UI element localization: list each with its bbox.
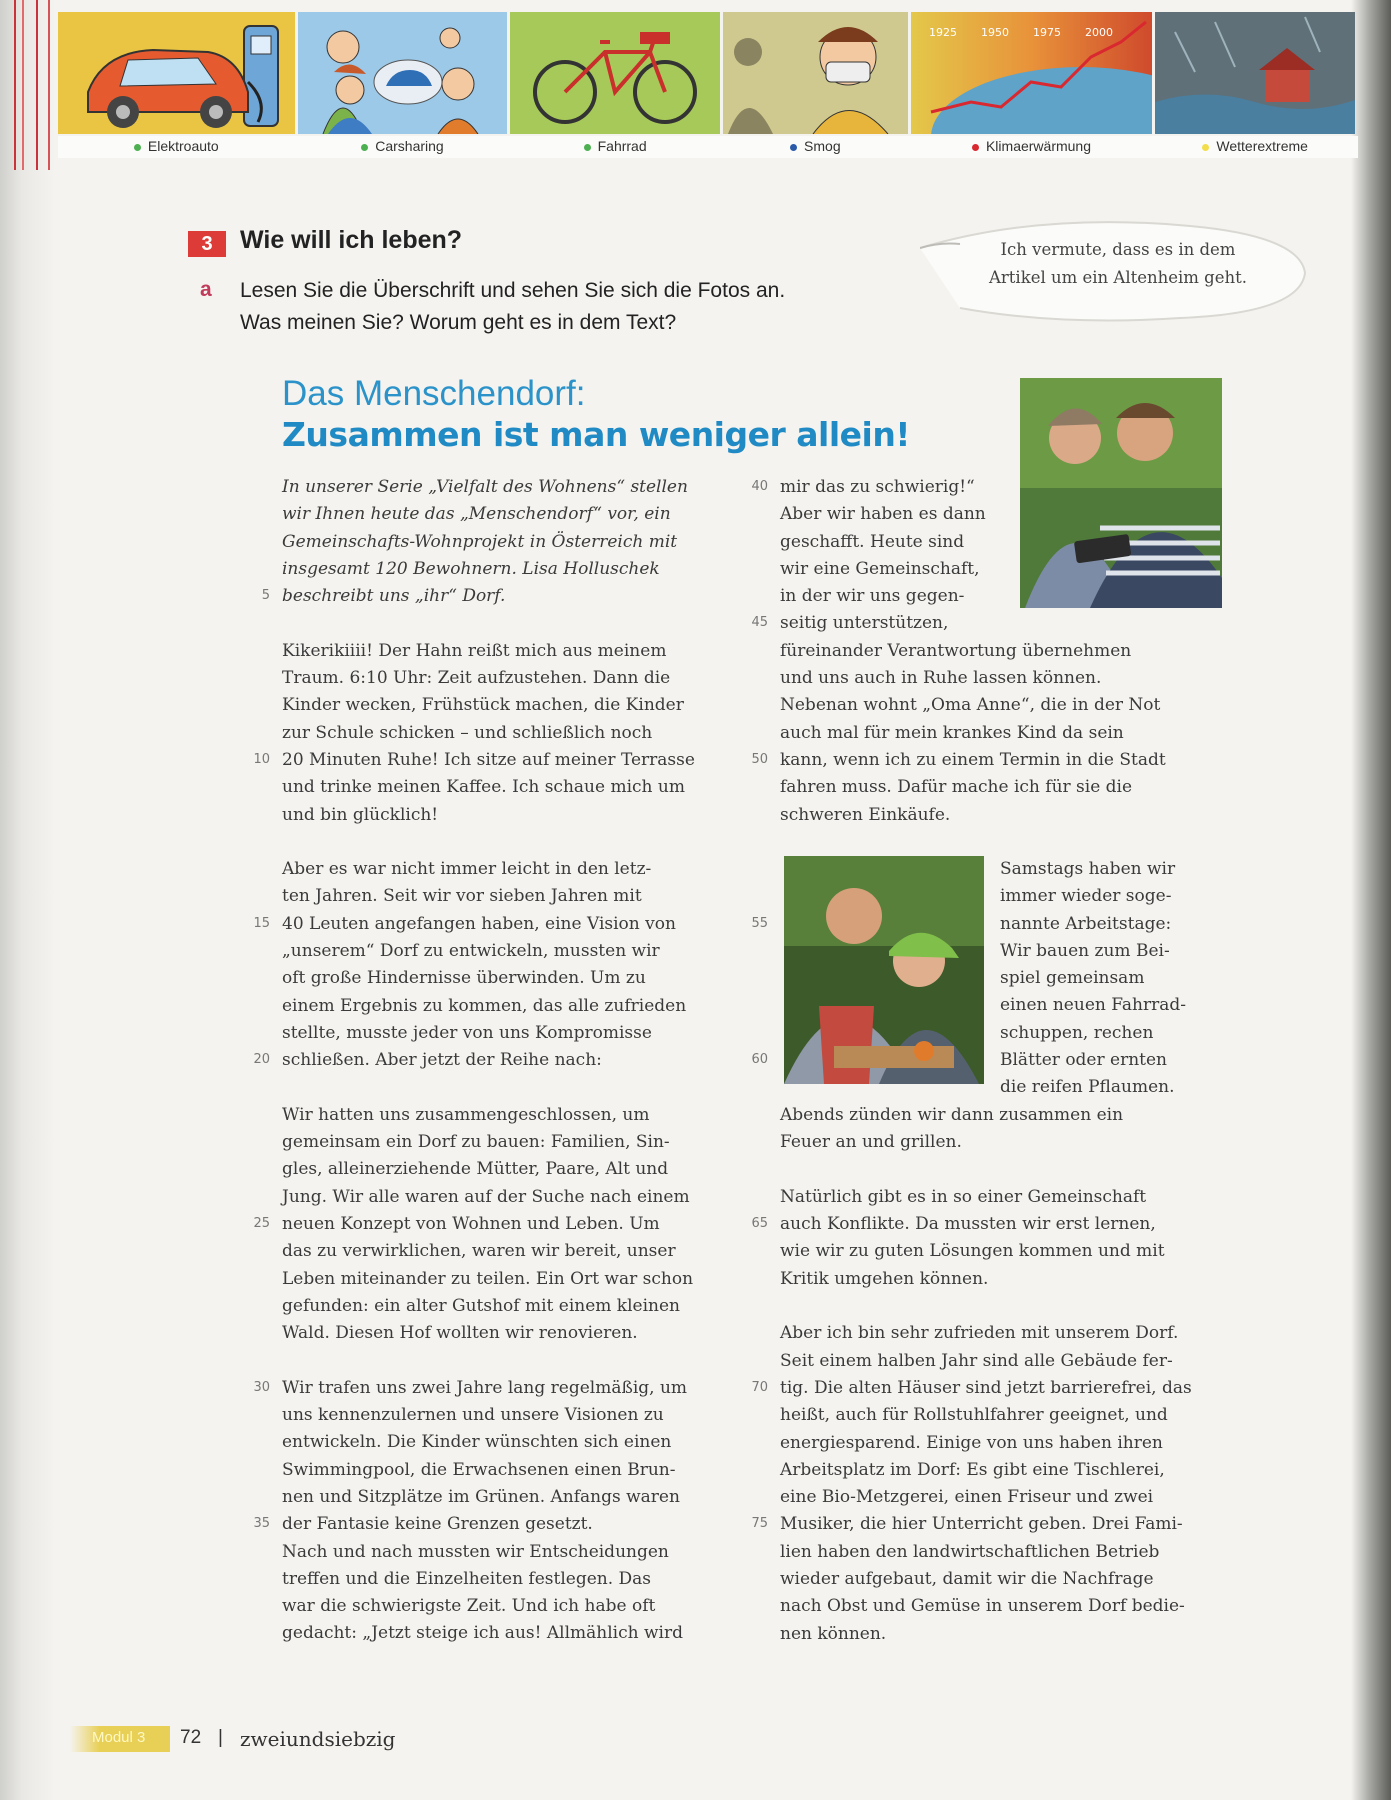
caption-dot: [134, 144, 141, 151]
page-edge-left: [0, 0, 55, 1800]
article-line: gles, alleinerziehende Mütter, Paare, Alt und: [282, 1159, 669, 1180]
article-line: spiel gemeinsam: [1000, 968, 1145, 989]
illustration-elektroauto: [58, 12, 295, 154]
line-number: 10: [253, 752, 270, 767]
line-number: 75: [751, 1516, 768, 1531]
bubble-line: Ich vermute, dass es in dem: [1000, 240, 1236, 259]
illustration-klimaerwaermung: [911, 12, 1153, 154]
article-line: geschafft. Heute sind: [780, 531, 965, 552]
article-line: schweren Einkäufe.: [780, 804, 951, 825]
article-line: füreinander Verantwortung übernehmen: [780, 640, 1132, 661]
line-number: 65: [751, 1216, 768, 1231]
article-line: nannte Arbeitstage:: [1000, 913, 1172, 934]
article-line: gefunden: ein alter Gutshof mit einem kleinen: [282, 1295, 680, 1316]
article-line: gedacht: „Jetzt steige ich aus! Allmählich wird: [282, 1623, 683, 1644]
article-line: das zu verwirklichen, waren wir bereit, unser: [282, 1241, 676, 1262]
caption-carsharing: [298, 138, 508, 158]
article-line: Arbeitsplatz im Dorf: Es gibt eine Tischlerei,: [780, 1459, 1165, 1480]
article-line: 40 Leuten angefangen haben, eine Vision von: [282, 913, 676, 934]
article-line: Wir trafen uns zwei Jahre lang regelmäßig, um: [282, 1377, 688, 1398]
year-label: 1950: [980, 26, 1009, 39]
article-line: beschreibt uns „ihr“ Dorf.: [282, 586, 506, 607]
article-line: der Fantasie keine Grenzen gesetzt.: [282, 1514, 593, 1535]
page-edge-marker: [36, 0, 38, 170]
line-number: 70: [751, 1380, 768, 1395]
article-line: einem Ergebnis zu kommen, das alle zufrieden: [282, 995, 687, 1016]
instruction-line: Was meinen Sie? Worum geht es in dem Text?: [240, 311, 677, 334]
article-line: „unserem“ Dorf zu entwickeln, mussten wir: [282, 941, 660, 962]
article-line: entwickeln. Die Kinder wünschten sich einen: [282, 1432, 672, 1453]
article-column-left: [282, 474, 752, 1648]
caption-text: Fahrrad: [597, 138, 647, 154]
article-line: Abends zünden wir dann zusammen ein: [780, 1105, 1124, 1125]
line-number: 55: [751, 916, 768, 931]
article-line: wir eine Gemeinschaft,: [780, 558, 980, 579]
article-line: Aber ich bin sehr zufrieden mit unserem Dorf.: [780, 1323, 1179, 1344]
article-line: stellte, musste jeder von uns Kompromisse: [282, 1022, 652, 1043]
article-line: Aber es war nicht immer leicht in den letz-: [282, 859, 652, 880]
article-line: Blätter oder ernten: [1000, 1050, 1168, 1071]
article-line: wir Ihnen heute das „Menschendorf“ vor, ein: [282, 504, 671, 525]
caption-text: Klimaerwärmung: [985, 138, 1092, 154]
article-line: und trinke meinen Kaffee. Ich schaue mich um: [282, 777, 685, 798]
article-line: wieder aufgebaut, damit wir die Nachfrage: [780, 1569, 1154, 1590]
article-line: Leben miteinander zu teilen. Ein Ort war schon: [282, 1268, 694, 1289]
photo-illustration: [784, 856, 984, 1084]
article-line: Aber wir haben es dann: [780, 504, 986, 525]
illustration-wetterextreme: [1155, 12, 1355, 154]
article-line: Natürlich gibt es in so einer Gemeinschaft: [780, 1186, 1147, 1207]
line-number: 30: [253, 1380, 270, 1395]
article-column-right-wrap: [1000, 856, 1230, 1102]
article-line: Traum. 6:10 Uhr: Zeit aufzustehen. Dann die: [282, 668, 671, 689]
exercise-instruction: [240, 275, 890, 339]
article-line: Feuer an und grillen.: [780, 1132, 962, 1153]
exercise-part-label: a: [200, 278, 212, 301]
climate-chart-illustration: [911, 12, 1153, 134]
article-line: auch mal für mein krankes Kind da sein: [780, 722, 1124, 743]
caption-dot: [584, 144, 591, 151]
article-line: Nebenan wohnt „Oma Anne“, die in der Not: [780, 695, 1161, 716]
line-number: 60: [751, 1052, 768, 1067]
article-line: [282, 610, 752, 637]
page-edge-marker: [22, 0, 24, 170]
article-column-right-top: [780, 474, 1230, 829]
article-line: schuppen, rechen: [1000, 1022, 1154, 1043]
article-line: Swimmingpool, die Erwachsenen einen Brun-: [282, 1459, 676, 1480]
line-number: 15: [253, 916, 270, 931]
year-label: 1925: [928, 26, 957, 39]
article-line: und bin glücklich!: [282, 804, 439, 825]
footer-separator: |: [218, 1727, 223, 1748]
article-line: auch Konflikte. Da mussten wir erst lernen,: [780, 1214, 1156, 1235]
article-line: [780, 1293, 1230, 1320]
article-line: tig. Die alten Häuser sind jetzt barrierefrei, das: [780, 1377, 1192, 1398]
article-line: uns kennenzulernen und unsere Visionen zu: [282, 1405, 664, 1426]
article-line: zur Schule schicken – und schließlich noch: [282, 722, 653, 743]
caption-smog: [723, 138, 908, 158]
exercise-title: Wie will ich leben?: [240, 226, 463, 254]
line-number: 35: [253, 1516, 270, 1531]
caption-dot: [361, 144, 368, 151]
exercise-number: 3: [188, 231, 226, 257]
caption-text: Carsharing: [375, 138, 444, 154]
caption-dot: [972, 144, 979, 151]
article-line: nach Obst und Gemüse in unserem Dorf bedie-: [780, 1596, 1185, 1617]
article-line: ten Jahren. Seit wir vor sieben Jahren mit: [282, 886, 642, 907]
article-line: eine Bio-Metzgerei, einen Friseur und zwei: [780, 1487, 1154, 1508]
article-line: war die schwierigste Zeit. Und ich habe oft: [282, 1596, 656, 1617]
article-line: treffen und die Einzelheiten festlegen. Das: [282, 1568, 652, 1589]
article-line: nen können.: [780, 1623, 887, 1644]
module-tab: [70, 1726, 170, 1752]
module-label: Modul 3: [92, 1729, 146, 1746]
line-number: 20: [253, 1052, 270, 1067]
article-line: Samstags haben wir: [1000, 859, 1176, 879]
article-line: [780, 1157, 1230, 1184]
electric-car-illustration: [58, 12, 295, 134]
line-number: 45: [751, 615, 768, 630]
storm-flood-illustration: [1155, 12, 1355, 134]
article-line: neuen Konzept von Wohnen und Leben. Um: [282, 1214, 660, 1235]
article-line: heißt, auch für Rollstuhlfahrer geeignet, und: [780, 1405, 1168, 1426]
article-line: fahren muss. Dafür mache ich für sie die: [780, 777, 1133, 798]
line-number: 5: [261, 588, 270, 603]
article-line: Wald. Diesen Hof wollten wir renovieren.: [282, 1323, 638, 1344]
caption-dot: [1202, 144, 1209, 151]
year-label: 1975: [1032, 26, 1061, 39]
article-line: seitig unterstützen,: [780, 613, 949, 634]
article-line: kann, wenn ich zu einem Termin in die Stadt: [780, 749, 1166, 770]
article-line: mir das zu schwierig!“: [780, 477, 975, 497]
article-line: Seit einem halben Jahr sind alle Gebäude fer-: [780, 1350, 1173, 1371]
page-number-word: zweiundsiebzig: [240, 1727, 396, 1751]
caption-fahrrad: [510, 138, 720, 158]
photo-man-and-boy-working: [784, 856, 984, 1084]
line-number: 50: [751, 752, 768, 767]
caption-klimaerwaermung: [911, 138, 1153, 158]
topic-illustration-strip: [58, 12, 1358, 154]
article-column-right-bottom: [780, 1102, 1230, 1648]
article-line: in der wir uns gegen-: [780, 586, 965, 607]
article-line: In unserer Serie „Vielfalt des Wohnens“ stellen: [282, 477, 688, 497]
article-headline: Zusammen ist man weniger allein!: [282, 415, 910, 454]
article-line: immer wieder soge-: [1000, 886, 1172, 907]
line-number: 40: [751, 479, 768, 494]
caption-text: Wetterextreme: [1216, 138, 1308, 154]
article-line: Kritik umgehen können.: [780, 1268, 989, 1289]
page-edge-marker: [14, 0, 16, 170]
article-line: die reifen Pflaumen.: [1000, 1077, 1175, 1098]
caption-elektroauto: [58, 138, 295, 158]
article-line: Jung. Wir alle waren auf der Suche nach einem: [282, 1186, 690, 1207]
page-number: 72: [180, 1727, 202, 1748]
illustration-smog: [723, 12, 908, 154]
caption-wetterextreme: [1155, 138, 1355, 158]
article-line: Gemeinschafts-Wohnprojekt in Österreich mit: [282, 531, 678, 552]
page-edge-marker: [48, 0, 50, 170]
article-line: Nach und nach mussten wir Entscheidungen: [282, 1541, 669, 1562]
article-line: [282, 1348, 752, 1375]
smog-illustration: [723, 12, 908, 134]
instruction-line: Lesen Sie die Überschrift und sehen Sie sich die Fotos an.: [240, 279, 786, 302]
article-line: Musiker, die hier Unterricht geben. Drei Fami-: [780, 1514, 1183, 1535]
article-line: gemeinsam ein Dorf zu bauen: Familien, Sin-: [282, 1132, 670, 1153]
article-subtitle: Das Menschendorf:: [282, 374, 586, 413]
bubble-line: Artikel um ein Altenheim geht.: [988, 268, 1248, 287]
article-line: und uns auch in Ruhe lassen können.: [780, 668, 1102, 689]
article-line: [282, 1075, 752, 1102]
article-line: Wir bauen zum Bei-: [1000, 940, 1170, 961]
line-number: 25: [253, 1216, 270, 1231]
caption-text: Smog: [804, 138, 841, 154]
article-line: 20 Minuten Ruhe! Ich sitze auf meiner Terrasse: [282, 749, 695, 770]
speech-bubble-text: [948, 236, 1288, 292]
bicycle-illustration: [510, 12, 720, 134]
illustration-carsharing: [298, 12, 508, 154]
article-line: Wir hatten uns zusammengeschlossen, um: [282, 1104, 650, 1125]
carsharing-illustration: [298, 12, 508, 134]
year-label: 2000: [1084, 26, 1113, 39]
illustration-fahrrad: [510, 12, 720, 154]
article-line: wie wir zu guten Lösungen kommen und mit: [780, 1241, 1165, 1262]
article-line: Kikerikiiii! Der Hahn reißt mich aus meinem: [282, 640, 667, 661]
article-line: schließen. Aber jetzt der Reihe nach:: [282, 1050, 602, 1071]
article-line: oft große Hindernisse überwinden. Um zu: [282, 968, 646, 989]
book-spine-shadow: [1351, 0, 1391, 1800]
article-line: nen und Sitzplätze im Grünen. Anfangs waren: [282, 1486, 680, 1507]
article-line: [282, 829, 752, 856]
caption-dot: [790, 144, 797, 151]
article-line: einen neuen Fahrrad-: [1000, 995, 1186, 1016]
article-line: insgesamt 120 Bewohnern. Lisa Holluschek: [282, 558, 660, 579]
article-line: energiesparend. Einige von uns haben ihren: [780, 1432, 1163, 1453]
caption-text: Elektroauto: [147, 138, 219, 154]
article-line: lien haben den landwirtschaftlichen Betrieb: [780, 1541, 1160, 1562]
article-line: Kinder wecken, Frühstück machen, die Kinder: [282, 695, 684, 716]
